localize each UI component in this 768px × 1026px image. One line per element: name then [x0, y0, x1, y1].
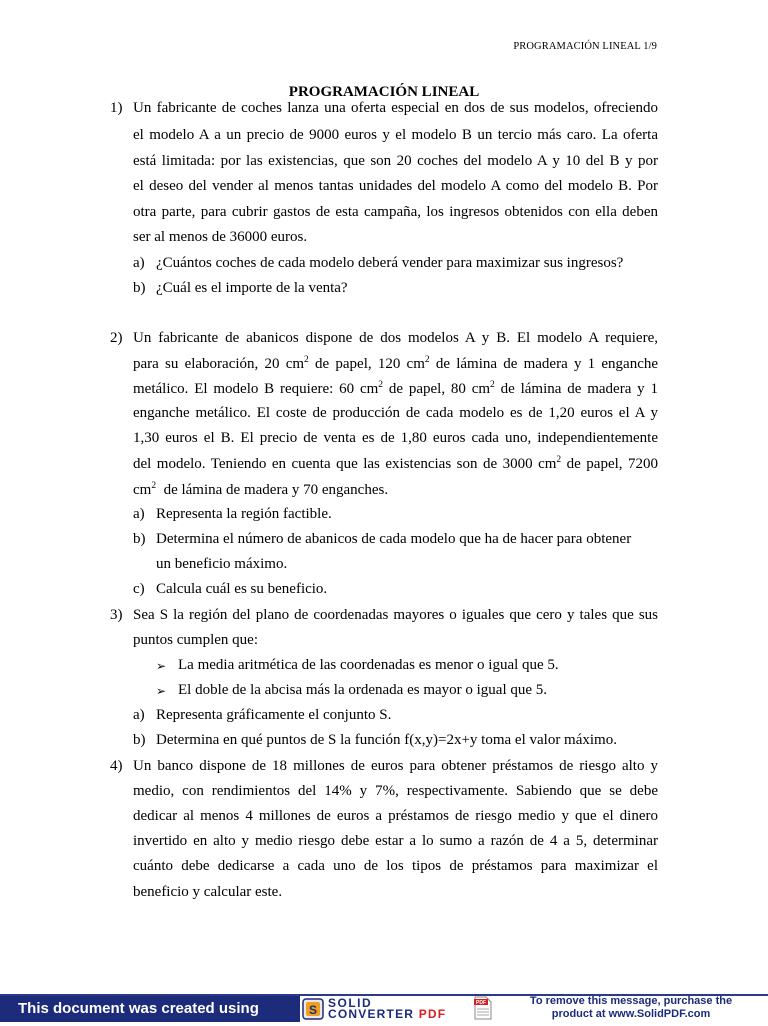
problem-4-number: 4)	[110, 758, 123, 774]
problem-1-line: ser al menos de 36000 euros.	[133, 229, 308, 245]
problem-3-line: Sea S la región del plano de coordenadas mayores o iguales que cero y tales que sus	[133, 607, 658, 623]
problem-1a-label: a)	[133, 255, 145, 271]
problem-3-line: puntos cumplen que:	[133, 632, 258, 648]
solid-logo-icon	[302, 998, 324, 1020]
problem-1a-text: ¿Cuántos coches de cada modelo deberá vender para maximizar sus ingresos?	[156, 255, 624, 271]
problem-2-number: 2)	[110, 330, 123, 346]
problem-3b-label: b)	[133, 732, 146, 748]
problem-2-line: enganche metálico. El coste de producción de cada modelo es de 1,20 euros el A y	[133, 405, 658, 421]
purchase-line-2: product at www.SolidPDF.com	[551, 1008, 711, 1020]
problem-3a-text: Representa gráficamente el conjunto S.	[156, 707, 392, 723]
problem-1-number: 1)	[110, 100, 123, 116]
problem-4-line: beneficio y calcular este.	[133, 884, 283, 900]
watermark-left-text: This document was created using	[0, 996, 300, 1022]
problem-1-line: el deseo del vender al menos tantas unidades del modelo A como del modelo B. Por	[133, 178, 658, 194]
problem-4-line: dedicar al menos 4 millones de euros a préstamos de riesgo medio y que el dinero	[133, 808, 658, 824]
logo-word-solid: SOLID	[328, 996, 373, 1010]
problem-2-line: 1,30 euros el B. El precio de venta es de 1,80 euros cada uno, independientemente	[133, 430, 658, 446]
problem-3b-text: Determina en qué puntos de S la función f(x,y)=2x+y toma el valor máximo.	[156, 732, 617, 748]
arrow-bullet-icon: ➢	[156, 659, 167, 673]
solidpdf-link[interactable]: www.SolidPDF.com	[608, 1008, 711, 1020]
solid-converter-logo[interactable]	[302, 996, 498, 1022]
problem-2b-text: un beneficio máximo.	[156, 556, 288, 572]
problem-2-line: del modelo. Teniendo en cuenta que las existencias son de 3000 $cm^2$ de papel, 7200	[133, 455, 658, 472]
svg-text:PDF: PDF	[476, 1000, 486, 1006]
problem-1-line: Un fabricante de coches lanza una oferta especial en dos de sus modelos, ofreciendo	[133, 100, 658, 116]
problem-2-line: $cm^2$ de lámina de madera y 70 enganches.	[133, 481, 389, 498]
problem-3a-label: a)	[133, 707, 145, 723]
problem-4-line: medio, con rendimientos del 14% y 7%, respectivamente. Sabiendo que se debe	[133, 783, 658, 799]
problem-4-line: invertido en alto y medio riesgo debe estar a lo sumo a razón de 4 a 5, determinar	[133, 833, 658, 849]
problem-2b-text: Determina el número de abanicos de cada modelo que ha de hacer para obtener	[156, 531, 632, 547]
arrow-bullet-icon: ➢	[156, 684, 167, 698]
purchase-message[interactable]	[500, 995, 762, 1021]
problem-2a-text: Representa la región factible.	[156, 506, 332, 522]
problem-1-line: está limitada: por las existencias, que son 20 coches del modelo A y 10 del B y por	[133, 153, 658, 169]
svg-text:S: S	[308, 1003, 318, 1017]
problem-3-bullet: El doble de la abcisa más la ordenada es mayor o igual que 5.	[178, 682, 548, 698]
problem-1b-text: ¿Cuál es el importe de la venta?	[156, 280, 348, 296]
problem-4-line: Un banco dispone de 18 millones de euros para obtener préstamos de riesgo alto y	[133, 758, 658, 774]
problem-2-line: para su elaboración, 20 $cm^2$ de papel, 120 $cm^2$ de lámina de madera y 1 enganche	[133, 355, 659, 372]
problem-1b-label: b)	[133, 280, 146, 296]
running-header: PROGRAMACIÓN LINEAL 1/9	[513, 41, 657, 52]
logo-word-converter: CONVERTER PDF	[328, 1007, 447, 1021]
problem-2a-label: a)	[133, 506, 145, 522]
problem-3-number: 3)	[110, 607, 123, 623]
pdf-document-icon	[474, 996, 492, 1020]
problem-1-line: el modelo A a un precio de 9000 euros y el modelo B un tercio más caro. La oferta	[133, 127, 658, 143]
problem-2-line: metálico. El modelo B requiere: 60 $cm^2$ de papel, 80 $cm^2$ de lámina de madera y 1	[133, 380, 658, 397]
problem-2c-label: c)	[133, 581, 145, 597]
page-title: PROGRAMACIÓN LINEAL	[288, 84, 480, 100]
purchase-line-1: To remove this message, purchase the	[529, 995, 733, 1007]
problem-3-bullet: La media aritmética de las coordenadas es menor o igual que 5.	[178, 657, 559, 673]
problem-1-line: otra parte, para cubrir gastos de esta campaña, los ingresos obtenidos con ella deben	[133, 204, 658, 220]
problem-2c-text: Calcula cuál es su beneficio.	[156, 581, 328, 597]
problem-2-line: Un fabricante de abanicos dispone de dos modelos A y B. El modelo A requiere,	[133, 330, 658, 346]
problem-2b-label: b)	[133, 531, 146, 547]
problem-4-line: cuánto debe dedicarse a cada uno de los tipos de préstamos para maximizar el	[133, 858, 658, 874]
